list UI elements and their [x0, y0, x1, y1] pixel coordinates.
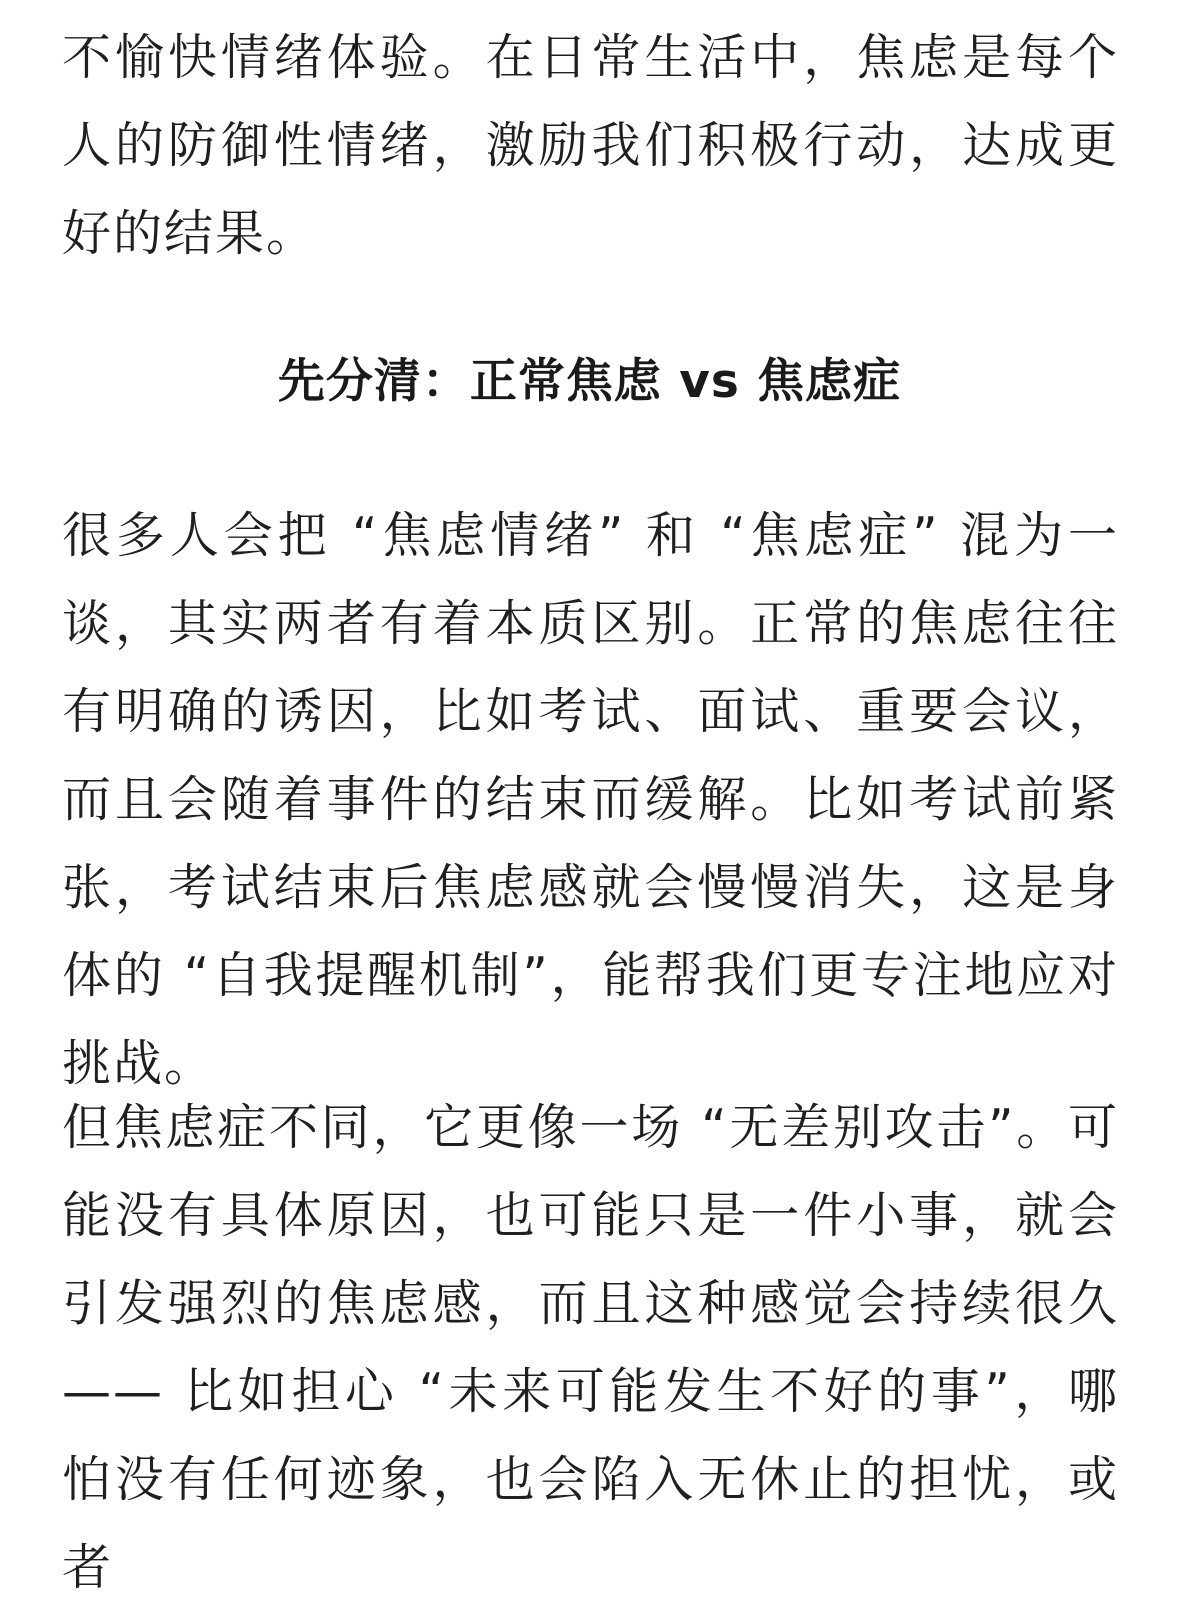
lead-paragraph: 不愉快情绪体验。在日常生活中，焦虑是每个人的防御性情绪，激励我们积极行动，达成更好的结果。 — [62, 29, 1119, 262]
paragraph-anxiety-disorder: 但焦虑症不同，它更像一场 “无差别攻击”。可能没有具体原因，也可能只是一件小事，就会引发强烈的焦虑感，而且这种感觉会持续很久 —— 比如担心 “未来可能发生不好的事”，哪怕没有任何迹象，也会陷入无休止的担忧，或者 — [62, 1099, 1119, 1596]
section-heading: 先分清：正常焦虑 vs 焦虑症 — [277, 354, 902, 409]
paragraph-normal-vs-disorder: 很多人会把 “焦虑情绪” 和 “焦虑症” 混为一谈，其实两者有着本质区别。正常的焦虑往往有明确的诱因，比如考试、面试、重要会议，而且会随着事件的结束而缓解。比如考试前紧张，考试结束后焦虑感就会慢慢消失，这是身体的 “自我提醒机制”，能帮我们更专注地应对挑战。 — [62, 507, 1119, 1092]
